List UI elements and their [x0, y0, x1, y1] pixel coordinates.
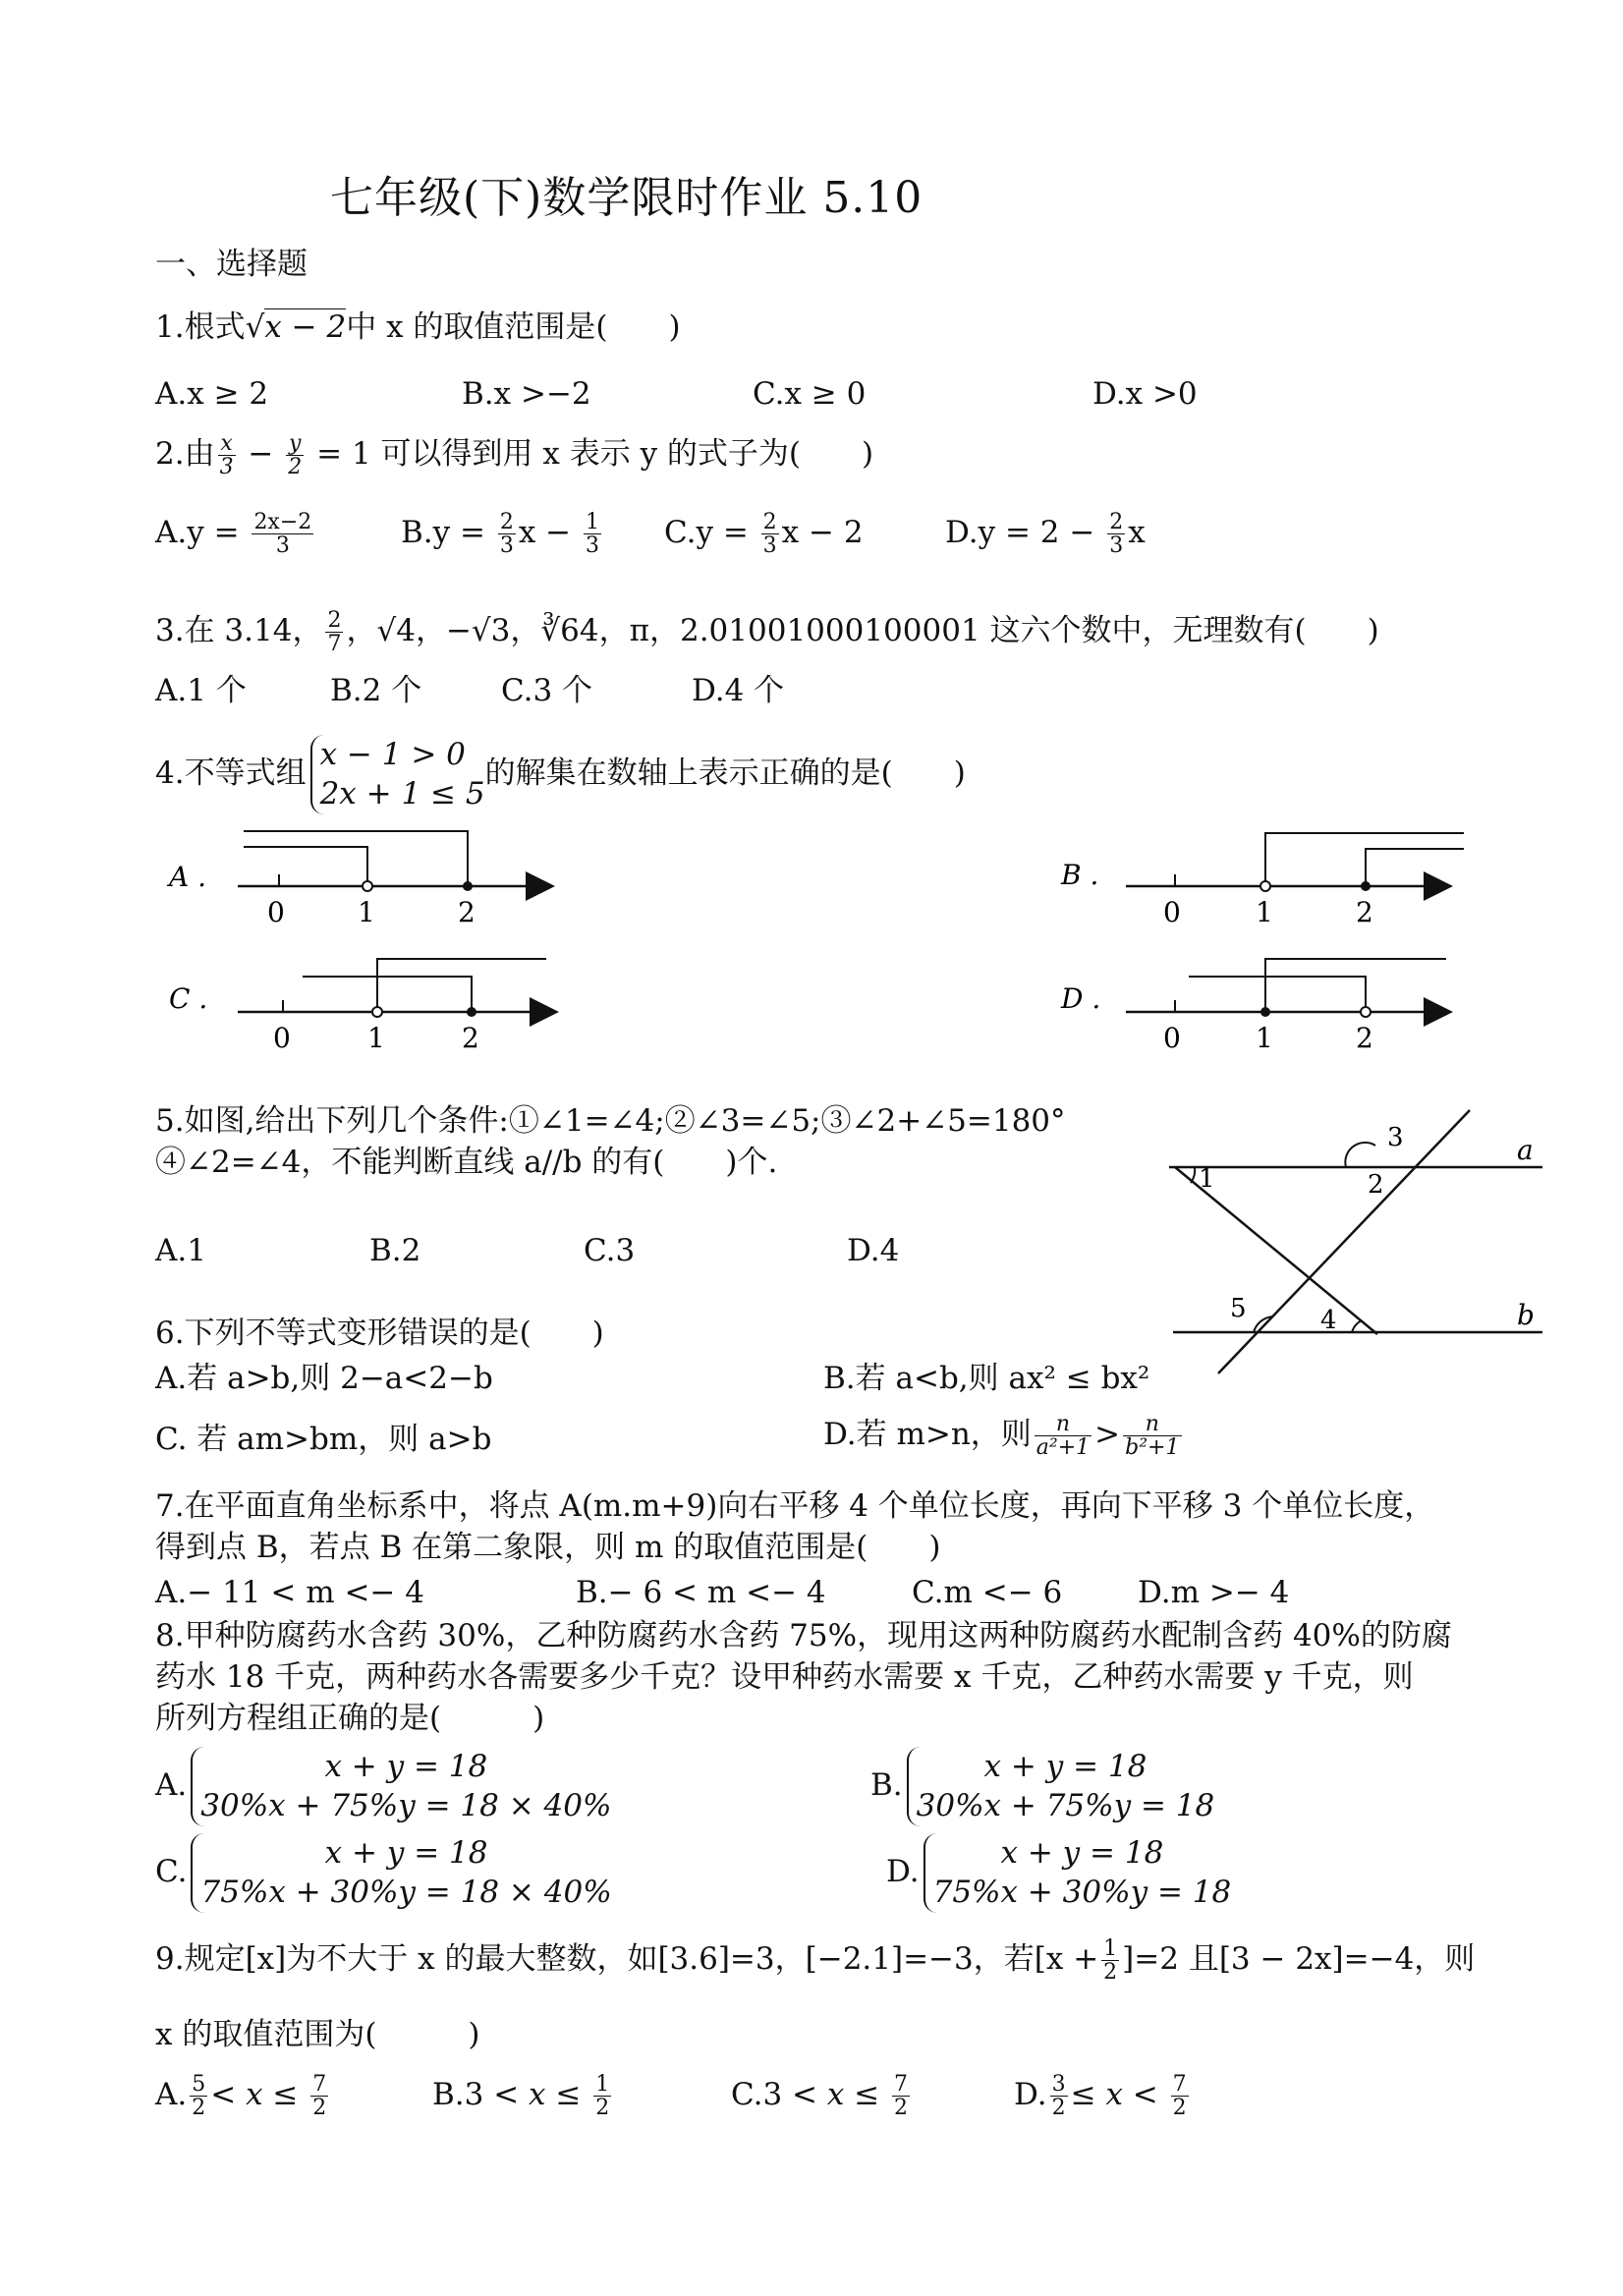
- q4-option-c-figure: [169, 959, 554, 1054]
- q6-option-c: C. 若 am>bm，则 a>b: [155, 1422, 492, 1457]
- q2-option-c: C.y = $\frac{2}{3}$ x − 2: [664, 510, 864, 559]
- svg-text:2: 2: [458, 896, 476, 928]
- q9-line1: 9.规定[x]为不大于 x 的最大整数，如[3.6]=3，[−2.1]=−3，若[x + $\frac{1}{2}$ ]=2 且[3 − 2x]=−4，则: [155, 1936, 1476, 1986]
- q4-option-d-figure: [1060, 959, 1448, 1054]
- q9-option-d: D. $\frac{3}{2}$ ≤ x < $\frac{7}{2}$: [1014, 2072, 1187, 2121]
- q5-line1: 5.如图,给出下列几个条件:①∠1=∠4;②∠3=∠5;③∠2+∠5=180°: [155, 1103, 1066, 1139]
- q5-option-a: A.1: [155, 1233, 206, 1268]
- q2-option-b: B.y = $\frac{2}{3}$ x − $\frac{1}{3}$: [401, 510, 600, 559]
- svg-text:0: 0: [273, 1022, 291, 1054]
- svg-text:0: 0: [267, 896, 285, 928]
- section-heading: 一、选择题: [155, 247, 308, 282]
- q1-option-c: C.x ≥ 0: [753, 376, 867, 412]
- q8-line2: 药水 18 千克，两种药水各需要多少千克？设甲种药水需要 x 千克，乙种药水需要 y 千克，则: [155, 1659, 1414, 1695]
- svg-text:0: 0: [1163, 896, 1181, 928]
- svg-text:1: 1: [1256, 1022, 1273, 1054]
- q4-number-lines: [0, 815, 1623, 1071]
- q9-line2: x 的取值范围为( ): [155, 2017, 480, 2052]
- q4-label-a: A .: [169, 861, 207, 893]
- q1-option-a: A.x ≥ 2: [155, 376, 269, 412]
- q5-figure: [1159, 1089, 1552, 1383]
- q3-option-d: D.4 个: [692, 673, 785, 708]
- q4-label-c: C .: [169, 982, 208, 1015]
- q9-option-c: C.3 < x ≤ $\frac{7}{2}$: [731, 2072, 909, 2121]
- q5-option-c: C.3: [584, 1233, 636, 1268]
- svg-text:1: 1: [358, 896, 375, 928]
- q6-option-a: A.若 a>b,则 2−a<2−b: [155, 1361, 493, 1396]
- q4-option-a-figure: [166, 831, 550, 928]
- q8-option-d: D. x + y = 18 75%x + 30%y = 18: [886, 1833, 1231, 1913]
- svg-text:2: 2: [1356, 1022, 1373, 1054]
- q7-line1: 7.在平面直角坐标系中，将点 A(m.m+9)向右平移 4 个单位长度，再向下平移 3 个单位长度，: [155, 1488, 1435, 1524]
- q7-option-a: A.− 11 < m <− 4: [155, 1575, 424, 1610]
- svg-text:5: 5: [1230, 1294, 1247, 1323]
- q7-line2: 得到点 B，若点 B 在第二象限，则 m 的取值范围是( ): [155, 1530, 941, 1565]
- q8-option-a: A. x + y = 18 30%x + 75%y = 18 × 40%: [155, 1747, 611, 1826]
- svg-text:2: 2: [1368, 1170, 1384, 1200]
- svg-text:1: 1: [1256, 896, 1273, 928]
- svg-text:2: 2: [1356, 896, 1373, 928]
- q8-option-b: B. x + y = 18 30%x + 75%y = 18: [870, 1747, 1214, 1826]
- q2-option-d: D.y = 2 − $\frac{2}{3}$ x: [945, 510, 1146, 559]
- svg-text:a: a: [1517, 1134, 1534, 1166]
- q2-stem: 2.由 $\frac{x}{3}$ − $\frac{y}{2}$ = 1 可以得到用 x 表示 y 的式子为( ): [155, 431, 874, 480]
- q4-stem: 4.不等式组 x − 1 > 0 2x + 1 ≤ 5 的解集在数轴上表示正确的是( ): [155, 735, 966, 814]
- q8-line3: 所列方程组正确的是( ): [155, 1701, 545, 1736]
- q8-line1: 8.甲种防腐药水含药 30%，乙种防腐药水含药 75%，现用这两种防腐药水配制含药 40%的防腐: [155, 1618, 1452, 1653]
- q7-option-b: B.− 6 < m <− 4: [576, 1575, 826, 1610]
- q1-stem: 1.根式√x − 2中 x 的取值范围是( ): [155, 309, 681, 345]
- svg-text:1: 1: [1199, 1164, 1215, 1194]
- q9-option-a: A. $\frac{5}{2}$ < x ≤ $\frac{7}{2}$: [155, 2072, 327, 2121]
- q4-option-b-figure: [1060, 833, 1464, 928]
- svg-text:0: 0: [1163, 1022, 1181, 1054]
- q7-option-d: D.m >− 4: [1138, 1575, 1290, 1610]
- q7-option-c: C.m <− 6: [912, 1575, 1063, 1610]
- svg-text:3: 3: [1387, 1123, 1404, 1152]
- q8-option-c: C. x + y = 18 75%x + 30%y = 18 × 40%: [155, 1833, 612, 1913]
- q1-option-b: B.x >−2: [462, 376, 591, 412]
- q1-option-d: D.x >0: [1092, 376, 1198, 412]
- q6-option-b: B.若 a<b,则 ax² ≤ bx²: [823, 1361, 1150, 1396]
- svg-text:1: 1: [367, 1022, 385, 1054]
- q2-option-a: A.y = $\frac{2x-2}{3}$: [155, 510, 312, 559]
- q9-option-b: B.3 < x ≤ $\frac{1}{2}$: [432, 2072, 610, 2121]
- q4-label-d: D .: [1061, 982, 1101, 1015]
- svg-text:4: 4: [1320, 1306, 1337, 1335]
- q3-option-a: A.1 个: [155, 673, 247, 708]
- q5-option-b: B.2: [369, 1233, 421, 1268]
- q5-line2: ④∠2=∠4，不能判断直线 a//b 的有( )个.: [155, 1145, 778, 1180]
- svg-text:b: b: [1517, 1299, 1535, 1331]
- q5-option-d: D.4: [847, 1233, 900, 1268]
- q3-stem: 3.在 3.14， $\frac{2}{7}$ ，√4，−√3，∛64，π，2.01001000100001 这六个数中，无理数有( ): [155, 608, 1379, 657]
- q6-stem: 6.下列不等式变形错误的是( ): [155, 1316, 604, 1351]
- q6-option-d: D.若 m>n，则 $\frac{n}{\text{a²+1}}$ > $\frac{n}{\text{b²+1}}$: [823, 1412, 1180, 1461]
- q3-option-b: B.2 个: [330, 673, 422, 708]
- q4-label-b: B .: [1061, 859, 1099, 891]
- q3-option-c: C.3 个: [501, 673, 593, 708]
- page-title: 七年级(下)数学限时作业 5.10: [330, 173, 923, 223]
- svg-text:2: 2: [462, 1022, 479, 1054]
